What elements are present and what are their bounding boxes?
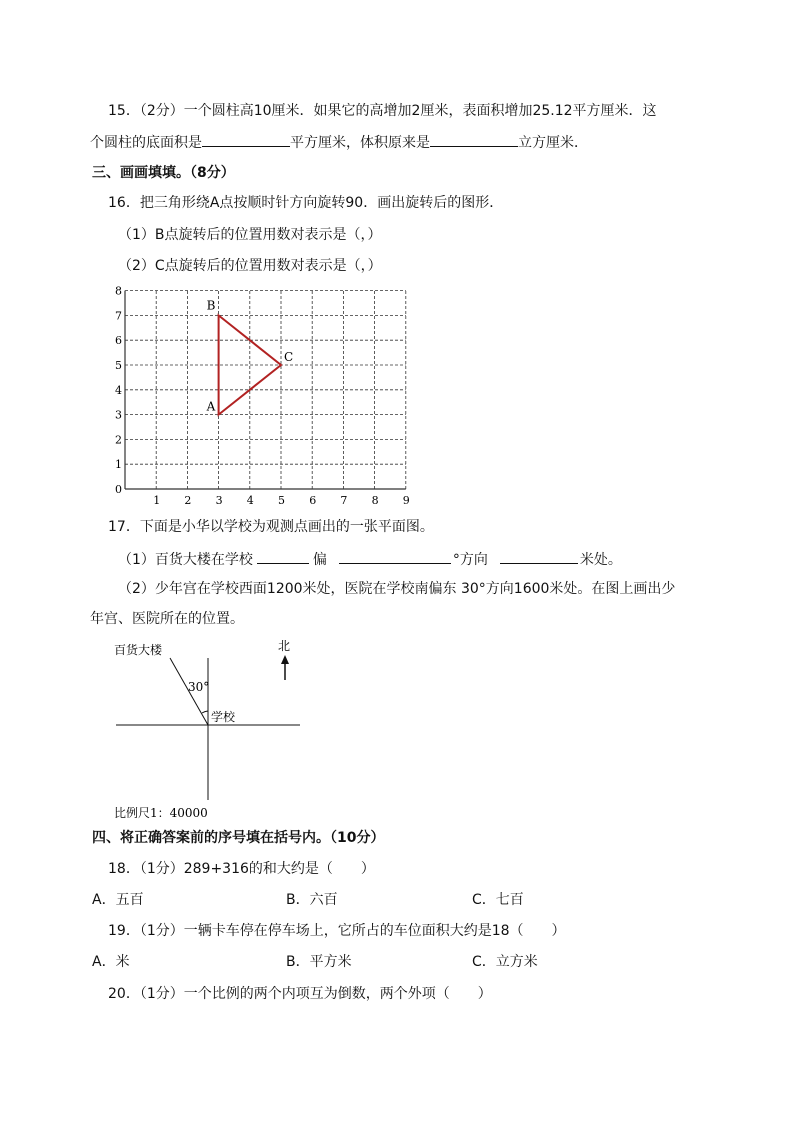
x-tick-label: 9 bbox=[402, 494, 410, 507]
q17-stem: 17．下面是小华以学校为观测点画出的一张平面图。 bbox=[108, 519, 434, 535]
point-c-label: C bbox=[284, 350, 294, 364]
x-tick-label: 8 bbox=[371, 494, 379, 507]
q15-text-a: 个圆柱的底面积是 bbox=[90, 135, 202, 151]
x-tick-label: 0 bbox=[115, 483, 122, 496]
school-map bbox=[108, 636, 318, 826]
q15-line2 bbox=[90, 132, 588, 153]
q18-option-a[interactable]: A．五百 bbox=[92, 892, 144, 908]
q17-s1-text-a: （1）百货大楼在学校 bbox=[118, 552, 253, 568]
y-tick-label: 3 bbox=[115, 408, 122, 422]
q17-sub1 bbox=[118, 549, 622, 570]
angle-arc bbox=[202, 711, 208, 713]
q18-option-c[interactable]: C．七百 bbox=[472, 892, 524, 908]
north-arrow-icon bbox=[281, 655, 289, 664]
x-tick-label: 1 bbox=[153, 494, 161, 507]
q16-sub1: （1）B点旋转后的位置用数对表示是（，） bbox=[118, 227, 382, 243]
q19-option-c[interactable]: C．立方米 bbox=[472, 954, 538, 970]
angle-blank[interactable] bbox=[339, 549, 451, 564]
y-tick-label: 1 bbox=[115, 458, 122, 472]
point-a-label: A bbox=[206, 399, 216, 414]
q15-text-c: 立方厘米． bbox=[518, 135, 588, 151]
q19-option-b[interactable]: B．平方米 bbox=[286, 954, 352, 970]
y-tick-label: 6 bbox=[115, 334, 122, 348]
q17-sub2-line1: （2）少年宫在学校西面1200米处，医院在学校南偏东 30°方向1600米处。在图上画出少 bbox=[118, 581, 676, 597]
y-tick-label: 7 bbox=[115, 309, 122, 323]
grid-lines bbox=[125, 291, 406, 489]
q15-text-b: 平方厘米，体积原来是 bbox=[290, 135, 430, 151]
angle-label: 30° bbox=[188, 680, 210, 694]
q18-stem: 18．（1分）289+316的和大约是（ ） bbox=[108, 861, 375, 877]
q16-stem: 16．把三角形绕A点按顺时针方向旋转90．画出旋转后的图形． bbox=[108, 195, 504, 211]
q15-line1: 15．（2分）一个圆柱高10厘米．如果它的高增加2厘米，表面积增加25.12平方厘米．这 bbox=[108, 103, 657, 119]
coordinate-grid bbox=[110, 282, 420, 512]
scale-label: 比例尺1：40000 bbox=[114, 806, 208, 820]
q17-sub2-line2: 年宫、医院所在的位置。 bbox=[90, 611, 244, 627]
q17-s1-text-c: °方向 bbox=[452, 552, 488, 568]
q20-stem: 20．（1分）一个比例的两个内项互为倒数，两个外项（ ） bbox=[108, 986, 492, 1002]
base-area-blank[interactable] bbox=[202, 132, 290, 147]
x-tick-label: 5 bbox=[278, 494, 285, 507]
section-4-title: 四、将正确答案前的序号填在括号内。（10分） bbox=[92, 830, 385, 846]
y-tick-label: 2 bbox=[115, 433, 122, 447]
q17-s1-text-d: 米处。 bbox=[579, 552, 622, 568]
q19-stem: 19．（1分）一辆卡车停在停车场上，它所占的车位面积大约是18（ ） bbox=[108, 923, 566, 939]
x-tick-label: 2 bbox=[184, 494, 192, 507]
section-3-title: 三、画画填填。（8分） bbox=[92, 165, 235, 181]
direction-blank[interactable] bbox=[257, 549, 309, 564]
y-tick-label: 8 bbox=[115, 284, 122, 298]
school-label: 学校 bbox=[211, 710, 236, 724]
q19-option-a[interactable]: A．米 bbox=[92, 954, 130, 970]
y-tick-label: 4 bbox=[115, 383, 122, 397]
point-b-label: B bbox=[206, 298, 216, 313]
x-tick-label: 3 bbox=[215, 494, 223, 507]
y-tick-label: 5 bbox=[115, 359, 122, 372]
volume-blank[interactable] bbox=[430, 132, 518, 147]
q17-s1-text-b: 偏 bbox=[312, 552, 327, 568]
q16-sub2: （2）C点旋转后的位置用数对表示是（，） bbox=[118, 258, 382, 274]
grid-tick-labels bbox=[115, 285, 410, 507]
north-label: 北 bbox=[278, 639, 291, 653]
x-tick-label: 7 bbox=[340, 494, 348, 507]
x-tick-label: 6 bbox=[309, 494, 317, 507]
q18-option-b[interactable]: B．六百 bbox=[286, 892, 338, 908]
distance-blank[interactable] bbox=[500, 549, 578, 564]
store-label: 百货大楼 bbox=[114, 643, 163, 657]
x-tick-label: 4 bbox=[246, 494, 254, 507]
